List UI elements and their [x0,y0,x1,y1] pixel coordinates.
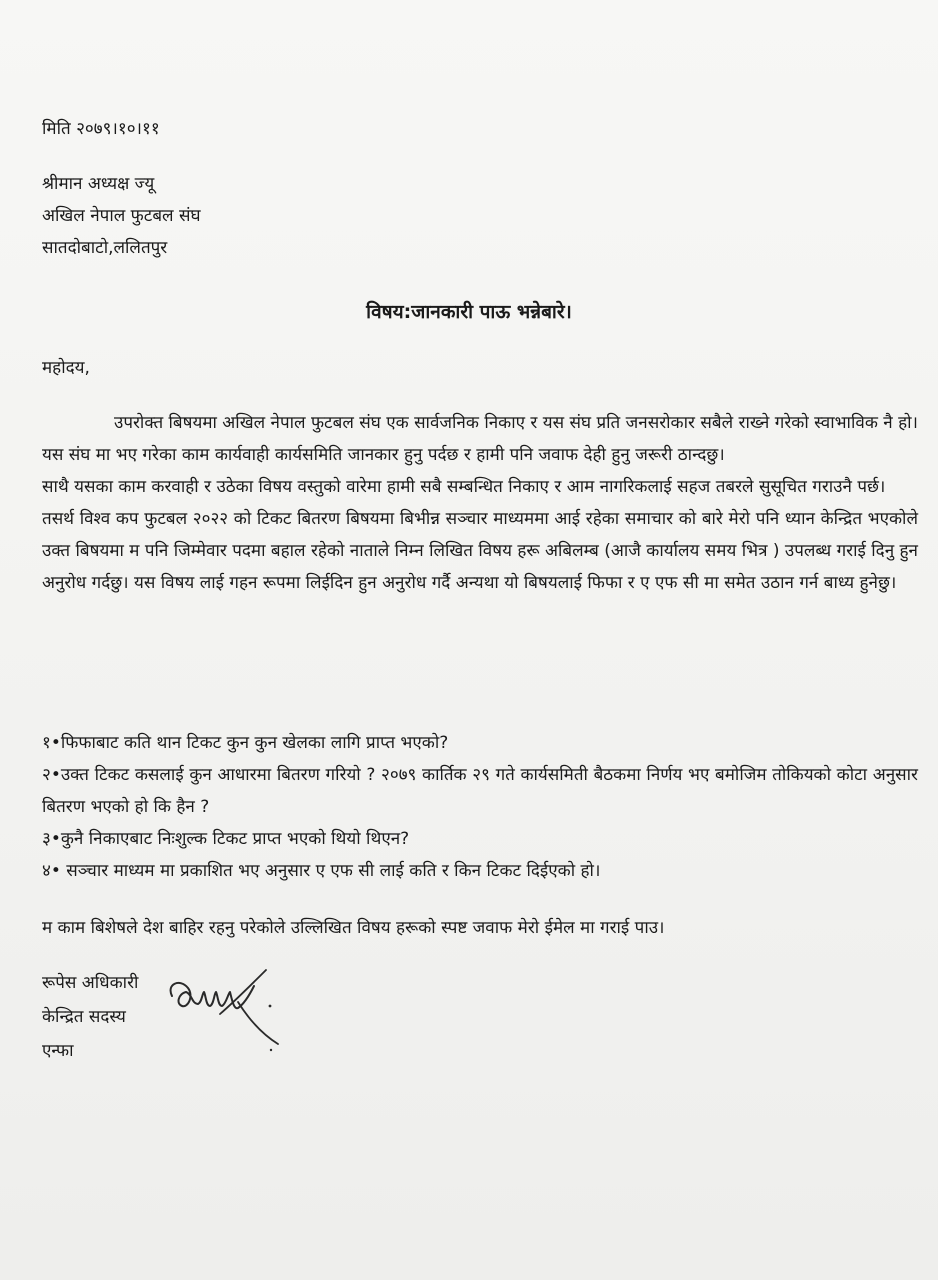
letter-subject: विषय:जानकारी पाऊ भन्नेबारे। [366,301,572,323]
salutation: महोदय, [42,358,90,378]
signer-name: रूपेस अधिकारी [42,973,139,993]
question-item: १•फिफाबाट कति थान टिकट कुन कुन खेलका लागि प्राप्त भएको? [42,733,449,753]
closing-request: म काम बिशेषले देश बाहिर रहनु परेकोले उल्लिखित विषय हरूको स्पष्ट जवाफ मेरो ईमेल मा गराई पाउ। [42,918,665,938]
question-item: ४• सञ्चार माध्यम मा प्रकाशित भए अनुसार ए एफ सी लाई कति र किन टिकट दिईएको हो। [42,861,601,881]
question-list [42,727,918,887]
body-paragraph: उपरोक्त बिषयमा अखिल नेपाल फुटबल संघ एक सार्वजनिक निकाए र यस संघ प्रति जनसरोकार सबैले राख्ने गरेको स्वाभाविक नै हो।यस संघ मा भए गरेका काम कार्यवाही कार्यसमिति जानकार हुनु पर्दछ र हामी पनि जवाफ देही हुनु जरूरी ठान्दछु। [42,413,918,465]
body-paragraph: तसर्थ विश्व कप फुटबल २०२२ को टिकट बितरण बिषयमा बिभीन्न सञ्चार माध्यममा आई रहेका समाचार को बारे मेरो पनि ध्यान केन्द्रित भएकोले उक्त बिषयमा म पनि जिम्मेवार पदमा बहाल रहेको नाताले निम्न लिखित विषय हरू अबिलम्ब (आजै कार्यालय समय भित्र ) उपलब्ध गराई दिनु हुन अनुरोध गर्दछु। यस विषय लाई गहन रूपमा लिईदिन हुन अनुरोध गर्दै अन्यथा यो बिषयलाई फिफा र ए एफ सी मा समेत उठान गर्न बाध्य हुनेछु। [42,509,918,593]
question-item: ३•कुनै निकाएबाट निःशुल्क टिकट प्राप्त भएको थियो थिएन? [42,829,410,849]
handwritten-signature [158,966,288,1056]
recipient-organization: अखिल नेपाल फुटबल संघ [42,206,201,226]
signer-organization: एन्फा [42,1041,74,1061]
letter-date: मिति २०७९।१०।११ [42,119,160,139]
recipient-title: श्रीमान अध्यक्ष ज्यू [42,174,155,194]
letter-body [42,407,918,599]
signoff-block [42,967,138,1069]
recipient-address [42,168,201,264]
question-item: २•उक्त टिकट कसलाई कुन आधारमा बितरण गरियो ? २०७९ कार्तिक २९ गते कार्यसमिती बैठकमा निर्णय भए बमोजिम तोकियको कोटा अनुसार बितरण भएको हो कि हैन ? [42,765,918,817]
body-paragraph: साथै यसका काम करवाही र उठेका विषय वस्तुको वारेमा हामी सबै सम्बन्धित निकाए र आम नागरिकलाई सहज तबरले सुसूचित गराउनै पर्छ। [42,477,886,497]
recipient-location: सातदोबाटो,ललितपुर [42,238,168,258]
signer-position: केन्द्रित सदस्य [42,1007,126,1027]
